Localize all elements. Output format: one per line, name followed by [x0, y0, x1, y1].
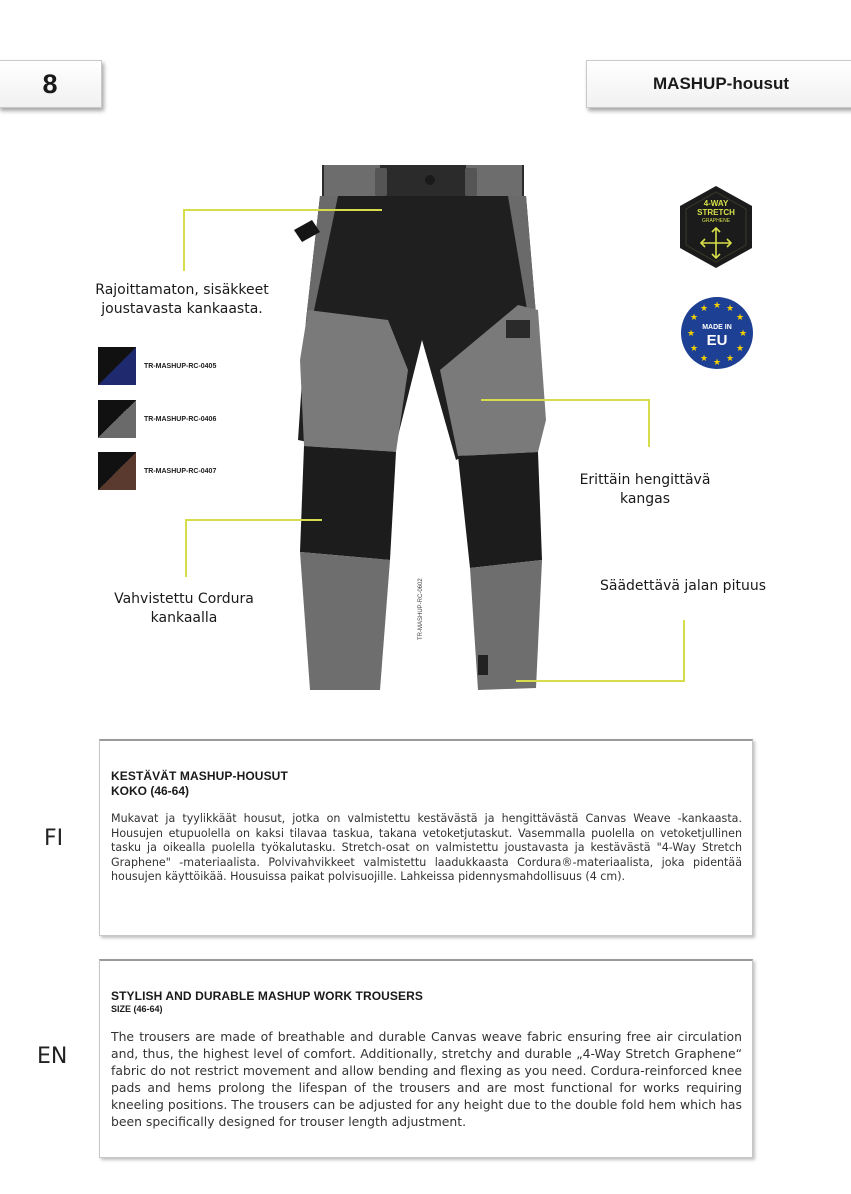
badge-stretch-line2: STRETCH — [697, 208, 735, 217]
badge-eu-line2: EU — [706, 332, 728, 349]
swatch-row — [98, 347, 216, 385]
swatch-row — [98, 400, 216, 438]
callout-line-length-h — [516, 680, 684, 682]
color-swatch — [98, 347, 136, 385]
page-number: 8 — [0, 60, 102, 108]
svg-text:★: ★ — [699, 304, 709, 314]
callout-line-breathable-v — [648, 399, 650, 447]
svg-text:★: ★ — [689, 344, 699, 354]
en-title: STYLISH AND DURABLE MASHUP WORK TROUSERS — [111, 989, 424, 1003]
vertical-product-code: TR-MASHUP-RC-0602 — [418, 578, 424, 640]
swatch-code: TR-MASHUP-RC-0407 — [144, 467, 217, 475]
swatch-code: TR-MASHUP-RC-0405 — [144, 362, 217, 370]
callout-line-length-v — [683, 620, 685, 682]
svg-text:★: ★ — [689, 313, 699, 323]
svg-text:★: ★ — [699, 354, 709, 364]
fi-body: Mukavat ja tyylikkäät housut, jotka on valmistettu kestävästä ja hengittävästä Canvas Weave -kankaasta. Housujen etupuolella on kaksi tilavaa taskua, takana vetoketjutaskut. Vasemmalla puolella on vetoketjullinen tasku ja oikealla puolella työkalutasku. Stretch-osat on valmistettu joustavasta ja kestävästä "4-Way Stretch Graphene" -materiaalista. Polvivahvikkeet valmistettu laadukkaasta Cordura®-materiaalista, joka pidentää housujen käyttöikää. Housuissa paikat polvisuojille. Lahkeissa pidennysmahdollisuus (4 cm). — [111, 812, 742, 884]
callout-stretch: Rajoittamaton, sisäkkeet joustavasta kankaasta. — [95, 282, 269, 317]
svg-text:★: ★ — [738, 329, 748, 339]
color-swatch — [98, 452, 136, 490]
en-size: SIZE (46-64) — [111, 1004, 163, 1014]
badge-stretch-line1: 4-WAY — [703, 199, 729, 208]
svg-text:★: ★ — [686, 329, 696, 339]
en-body: The trousers are made of breathable and durable Canvas weave fabric ensuring free air circulation and, thus, the highest level of comfort. Additionally, stretchy and durable „4-Way Stretch Graphene“ fabric do not restrict movement and allow bending and flexing as you need. Cordura-reinforced knee pads and hems prolong the lifespan of the trousers and are most functional for works requiring kneeling positions. The trousers can be adjusted for any height due to the double fold hem which has been specifically designed for trouser length adjustment. — [111, 1029, 742, 1130]
badge-eu-line1: MADE IN — [702, 324, 732, 331]
swatch-row — [98, 452, 216, 490]
callout-breathable: Erittäin hengittävä kangas — [579, 472, 711, 507]
made-in-eu-badge — [680, 296, 754, 370]
svg-text:★: ★ — [712, 358, 722, 368]
stretch-graphene-badge — [678, 184, 754, 270]
lang-label-fi: FI — [44, 826, 64, 851]
svg-text:★: ★ — [735, 313, 745, 323]
svg-text:★: ★ — [712, 301, 722, 311]
description-en — [99, 959, 753, 1158]
callout-line-cordura-v — [185, 519, 187, 577]
color-swatch — [98, 400, 136, 438]
description-fi — [99, 739, 753, 936]
fi-size: KOKO (46-64) — [111, 784, 190, 798]
swatch-code: TR-MASHUP-RC-0406 — [144, 415, 217, 423]
trousers-image — [280, 160, 570, 700]
callout-line-stretch-v — [183, 209, 185, 271]
svg-text:★: ★ — [735, 344, 745, 354]
fi-title: KESTÄVÄT MASHUP-HOUSUT — [111, 769, 288, 783]
callout-line-cordura-h — [185, 519, 322, 521]
lang-label-en: EN — [37, 1044, 68, 1069]
callout-line-stretch-h — [183, 209, 382, 211]
svg-text:★: ★ — [725, 354, 735, 364]
svg-text:★: ★ — [725, 304, 735, 314]
callout-length: Säädettävä jalan pituus — [600, 578, 766, 594]
page-title: MASHUP-housut — [586, 60, 851, 108]
callout-line-breathable-h — [481, 399, 649, 401]
badge-stretch-line3: GRAPHENE — [701, 218, 731, 224]
callout-cordura: Vahvistettu Cordura kankaalla — [114, 591, 254, 626]
